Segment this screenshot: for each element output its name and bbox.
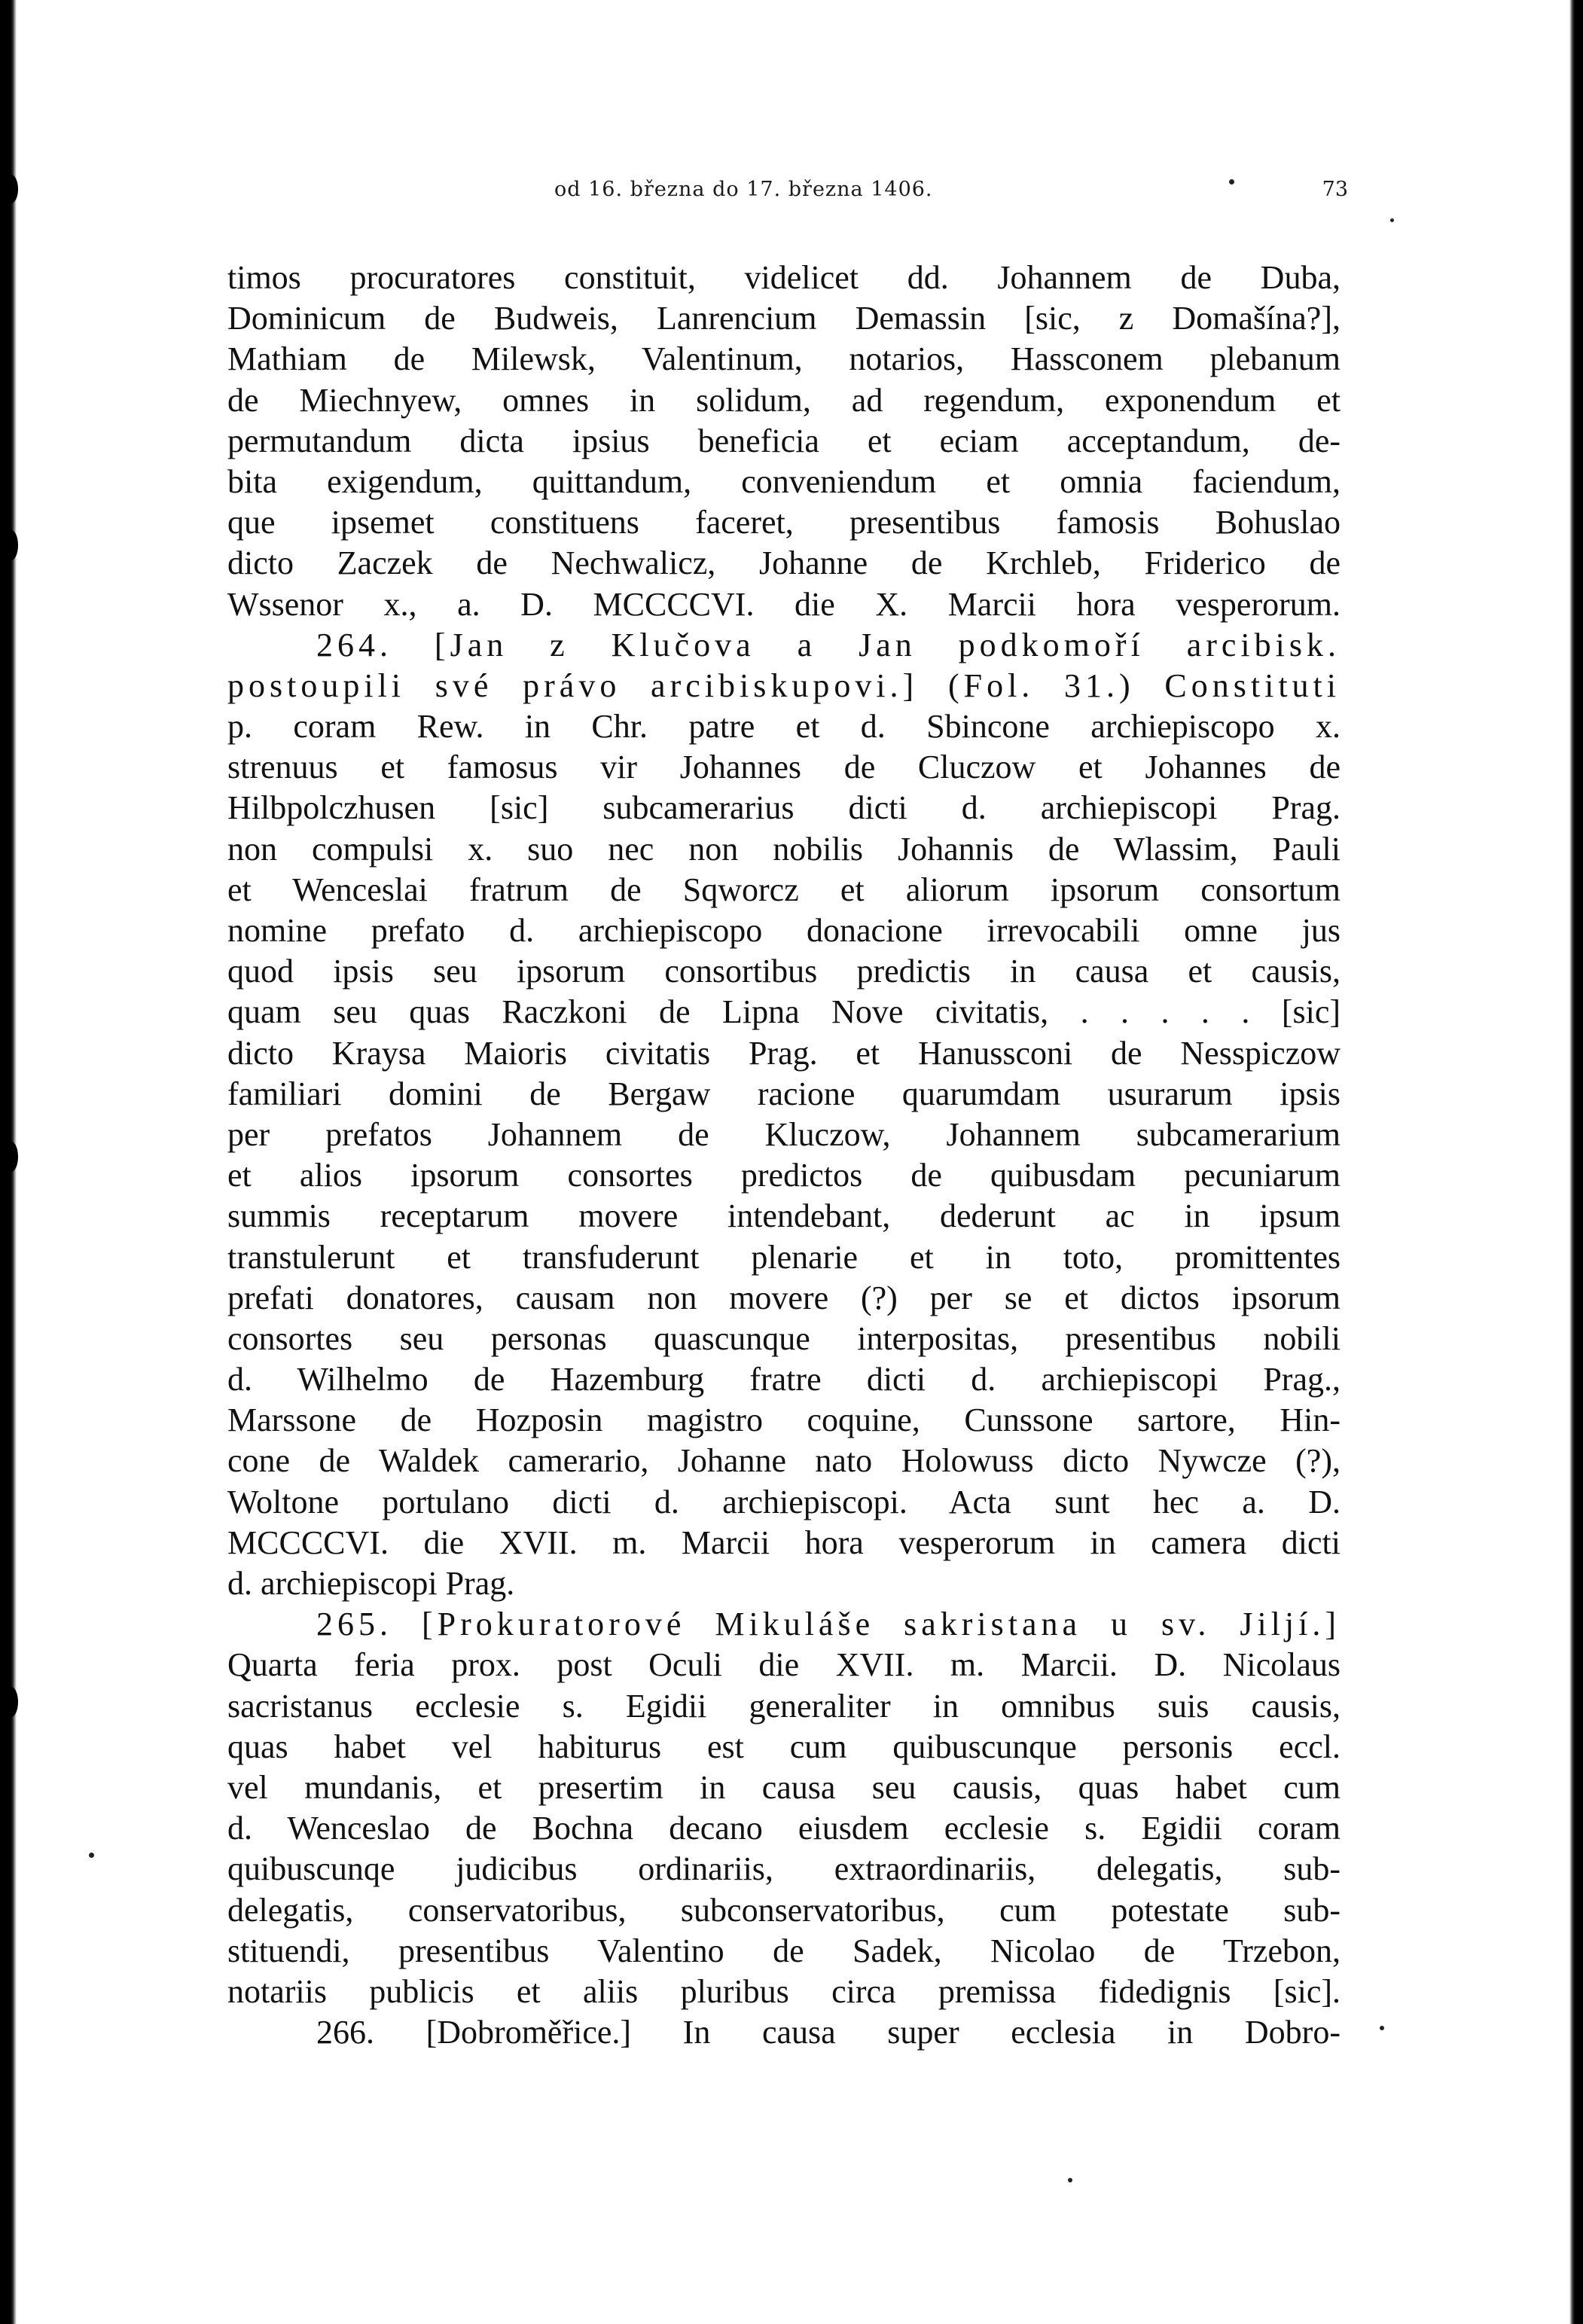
text-line: vel mundanis, et presertim in causa seu causis, quas habet cum <box>227 1768 1341 1806</box>
text-line: Wssenor x., a. D. MCCCCVI. die X. Marcii hora vesperorum. <box>227 585 1341 623</box>
text-line: permutandum dicta ipsius beneficia et eciam acceptandum, de- <box>227 422 1341 459</box>
text-line: notariis publicis et aliis pluribus circa premissa fidedignis [sic]. <box>227 1972 1341 2010</box>
text-line: consortes seu personas quascunque interpositas, presentibus nobili <box>227 1319 1341 1357</box>
binding-mark <box>5 175 18 203</box>
running-title: od 16. března do 17. března 1406. <box>554 178 933 201</box>
text-line: nomine prefato d. archiepiscopo donacione irrevocabili omne jus <box>227 912 1341 949</box>
text-line: per prefatos Johannem de Kluczow, Johannem subcamerarium <box>227 1115 1341 1153</box>
text-line: Marssone de Hozposin magistro coquine, Cunssone sartore, Hin- <box>227 1401 1341 1439</box>
text-line: Dominicum de Budweis, Lanrencium Demassin [sic, z Domašína?], <box>227 300 1341 337</box>
text-line: p. coram Rew. in Chr. patre et d. Sbincone archiepiscopo x. <box>227 708 1341 746</box>
text-line: 264. [Jan z Klučova a Jan podkomoří arcibisk. <box>316 626 1341 663</box>
text-line: Hilbpolczhusen [sic] subcamerarius dicti d. archiepiscopi Prag. <box>227 789 1341 827</box>
speck <box>1390 218 1394 222</box>
binding-mark <box>5 530 18 560</box>
text-line: postoupili své právo arcibiskupovi.] (Fol. 31.) Constituti <box>227 666 1341 704</box>
text-line: summis receptarum movere intendebant, dederunt ac in ipsum <box>227 1197 1341 1235</box>
running-head <box>226 178 1348 208</box>
page-number: 73 <box>1322 178 1348 201</box>
text-line: sacristanus ecclesie s. Egidii generaliter in omnibus suis causis, <box>227 1687 1341 1725</box>
text-line: d. Wenceslao de Bochna decano eiusdem ecclesie s. Egidii coram <box>227 1810 1341 1847</box>
text-line: stituendi, presentibus Valentino de Sadek, Nicolao de Trzebon, <box>227 1932 1341 1969</box>
text-line: que ipsemet constituens faceret, presentibus famosis Bohuslao <box>227 504 1341 541</box>
text-line: delegatis, conservatoribus, subconservatoribus, cum potestate sub- <box>227 1891 1341 1929</box>
text-line: cone de Waldek camerario, Johanne nato Holowuss dicto Nywcze (?), <box>227 1442 1341 1480</box>
text-line: dicto Zaczek de Nechwalicz, Johanne de Krchleb, Friderico de <box>227 544 1341 582</box>
text-line: quod ipsis seu ipsorum consortibus predictis in causa et causis, <box>227 953 1341 990</box>
text-line: quam seu quas Raczkoni de Lipna Nove civitatis, . . . . . [sic] <box>227 993 1341 1031</box>
binding-mark <box>5 1142 18 1172</box>
text-line: MCCCCVI. die XVII. m. Marcii hora vesperorum in camera dicti <box>227 1523 1341 1561</box>
text-line: strenuus et famosus vir Johannes de Cluczow et Johannes de <box>227 749 1341 786</box>
text-line: bita exigendum, quittandum, conveniendum et omnia faciendum, <box>227 462 1341 500</box>
text-line: non compulsi x. suo nec non nobilis Johannis de Wlassim, Pauli <box>227 830 1341 868</box>
text-line: de Miechnyew, omnes in solidum, ad regendum, exponendum et <box>227 381 1341 419</box>
speck <box>89 1853 94 1858</box>
text-line: quas habet vel habiturus est cum quibuscunque personis eccl. <box>227 1728 1341 1765</box>
text-line: Woltone portulano dicti d. archiepiscopi. Acta sunt hec a. D. <box>227 1483 1341 1520</box>
text-line: timos procuratores constituit, videlicet dd. Johannem de Duba, <box>227 259 1341 296</box>
text-line: d. Wilhelmo de Hazemburg fratre dicti d. archiepiscopi Prag., <box>227 1361 1341 1398</box>
text-body <box>227 258 1341 2053</box>
text-line: dicto Kraysa Maioris civitatis Prag. et Hanussconi de Nesspiczow <box>227 1034 1341 1072</box>
text-line: et Wenceslai fratrum de Sqworcz et aliorum ipsorum consortum <box>227 871 1341 908</box>
text-line: 265. [Prokuratorové Mikuláše sakristana u sv. Jiljí.] <box>316 1606 1341 1643</box>
text-line: 266. [Dobroměřice.] In causa super ecclesia in Dobro- <box>316 2014 1341 2051</box>
text-line: Quarta feria prox. post Oculi die XVII. m. Marcii. D. Nicolaus <box>227 1646 1341 1684</box>
text-line: d. archiepiscopi Prag. <box>227 1565 515 1602</box>
text-line: prefati donatores, causam non movere (?) per se et dictos ipsorum <box>227 1279 1341 1316</box>
binding-mark <box>5 1687 18 1717</box>
scan-right-edge <box>1569 0 1583 2324</box>
text-line: transtulerunt et transfuderunt plenarie et in toto, promittentes <box>227 1238 1341 1276</box>
text-line: et alios ipsorum consortes predictos de quibusdam pecuniarum <box>227 1157 1341 1194</box>
speck <box>1068 2178 1072 2182</box>
text-line: Mathiam de Milewsk, Valentinum, notarios, Hassconem plebanum <box>227 340 1341 378</box>
speck <box>1229 179 1234 185</box>
text-line: quibuscunqe judicibus ordinariis, extraordinariis, delegatis, sub- <box>227 1850 1341 1888</box>
speck <box>1380 2026 1384 2030</box>
text-line: familiari domini de Bergaw racione quarumdam usurarum ipsis <box>227 1075 1341 1112</box>
